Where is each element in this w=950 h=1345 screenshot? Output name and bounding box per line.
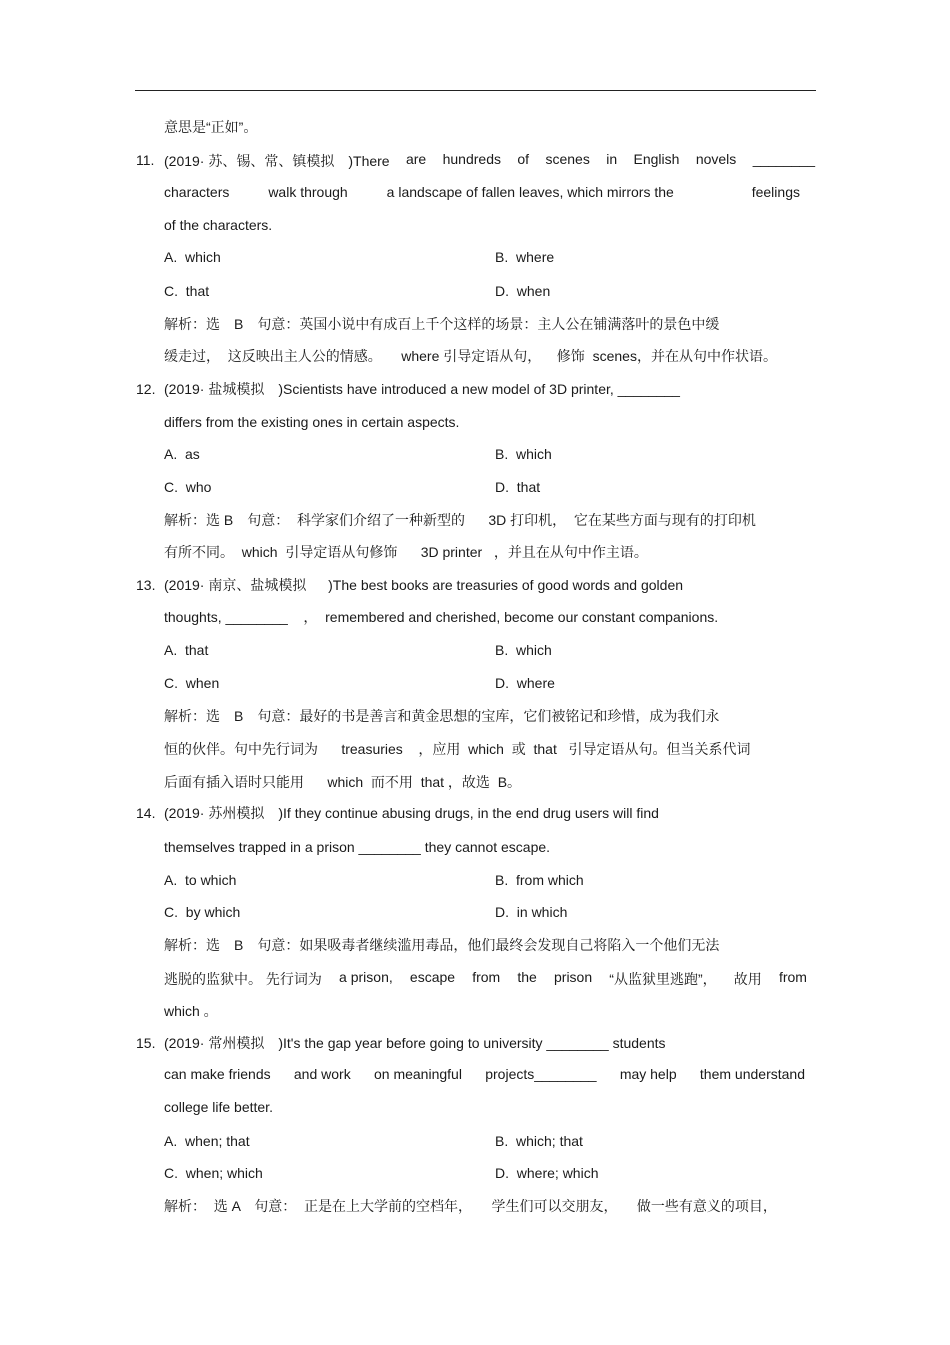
question-stem-line-2: can make friends and work on meaningful projects________ may help them understand	[164, 1066, 805, 1082]
question-number: 12.	[136, 381, 156, 397]
question-stem-line-2: characters walk through a landscape of fallen leaves, which mirrors the feelings	[164, 184, 800, 200]
question-stem-line-2: themselves trapped in a prison ________ they cannot escape.	[164, 839, 551, 855]
question-stem-line-2: differs from the existing ones in certain aspects.	[164, 414, 460, 430]
option-a: A. to which	[164, 872, 237, 888]
question-stem-line-1: (2019· 常州模拟 )It's the gap year before going to university ________ students	[164, 1035, 666, 1051]
option-b: B. which	[495, 642, 552, 658]
analysis-line-1: 解析： 选 A 句意： 正是在上大学前的空档年， 学生们可以交朋友， 做一些有意义的项目，	[164, 1198, 777, 1214]
intro-text: 意思是“正如”。	[164, 119, 258, 135]
option-b: B. from which	[495, 872, 584, 888]
question-number: 11.	[136, 152, 155, 168]
option-d: D. when	[495, 283, 551, 299]
option-c: C. by which	[164, 904, 241, 920]
option-c: C. when; which	[164, 1165, 263, 1181]
question-stem-line-3: college life better.	[164, 1099, 273, 1115]
analysis-line-3: which 。	[164, 1003, 218, 1019]
analysis-line-2: 逃脱的监狱中。 先行词为 a prison, escape from the prison “从监狱里逃跑”， 故用 from	[164, 969, 807, 987]
option-c: C. that	[164, 283, 210, 299]
option-a: A. as	[164, 446, 200, 462]
analysis-line-2: 恒的伙伴。句中先行词为 treasuries ，应用 which 或 that 引导定语从句。但当关系代词	[164, 741, 751, 757]
option-c: C. who	[164, 479, 212, 495]
analysis-line-1: 解析：选 B 句意：英国小说中有成百上千个这样的场景：主人公在铺满落叶的景色中缓	[164, 316, 720, 332]
question-number: 14.	[136, 805, 156, 821]
analysis-line-2: 缓走过， 这反映出主人公的情感。 where 引导定语从句， 修饰 scenes，并在从句中作状语。	[164, 348, 777, 364]
option-d: D. that	[495, 479, 541, 495]
question-number: 15.	[136, 1035, 156, 1051]
option-d: D. in which	[495, 904, 568, 920]
option-b: B. which	[495, 446, 552, 462]
option-a: A. that	[164, 642, 209, 658]
option-a: A. which	[164, 249, 221, 265]
question-stem-line-1: (2019· 苏、锡、常、镇模拟 )There are hundreds of scenes in English novels ________	[164, 151, 815, 169]
question-number: 13.	[136, 577, 156, 593]
option-c: C. when	[164, 675, 220, 691]
header-rule	[135, 90, 816, 91]
analysis-line-3: 后面有插入语时只能用 which 而不用 that ，故选 B。	[164, 774, 522, 790]
option-d: D. where; which	[495, 1165, 599, 1181]
option-a: A. when; that	[164, 1133, 250, 1149]
question-stem-line-3: of the characters.	[164, 217, 273, 233]
question-stem-line-1: (2019· 盐城模拟 )Scientists have introduced a new model of 3D printer, ________	[164, 381, 680, 397]
question-stem-line-2: thoughts, ________ ， remembered and cherished, become our constant companions.	[164, 609, 719, 625]
analysis-line-2: 有所不同。 which 引导定语从句修饰 3D printer ，并且在从句中作主语。	[164, 544, 648, 560]
option-d: D. where	[495, 675, 555, 691]
option-b: B. which; that	[495, 1133, 583, 1149]
question-stem-line-1: (2019· 南京、盐城模拟 )The best books are treasuries of good words and golden	[164, 577, 684, 593]
analysis-line-1: 解析：选 B 句意：如果吸毒者继续滥用毒品，他们最终会发现自己将陷入一个他们无法	[164, 937, 720, 953]
analysis-line-1: 解析：选 B 句意：最好的书是善言和黄金思想的宝库，它们被铭记和珍惜，成为我们永	[164, 708, 720, 724]
option-b: B. where	[495, 249, 555, 265]
analysis-line-1: 解析：选 B 句意： 科学家们介绍了一种新型的 3D 打印机， 它在某些方面与现有的打印机	[164, 512, 756, 528]
question-stem-line-1: (2019· 苏州模拟 )If they continue abusing drugs, in the end drug users will find	[164, 805, 659, 821]
